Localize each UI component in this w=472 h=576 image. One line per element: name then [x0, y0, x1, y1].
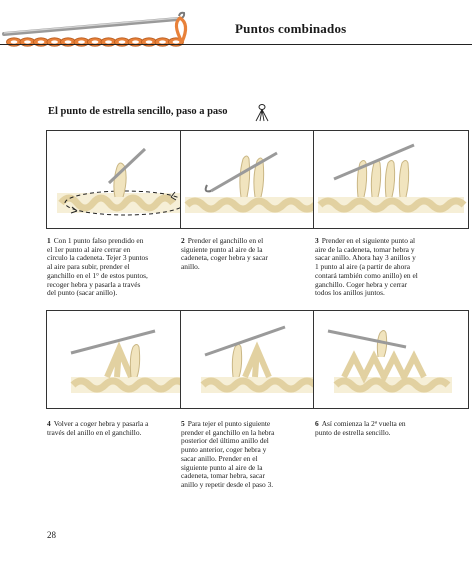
step-3-illustration [313, 130, 469, 229]
header-divider [0, 44, 472, 45]
step-4-caption [47, 420, 177, 437]
page-header [0, 0, 472, 72]
section-title: El punto de estrella sencillo, paso a paso [48, 106, 228, 117]
step-1-caption [47, 237, 177, 298]
page-number: 28 [47, 530, 56, 540]
step-number: 3 [315, 236, 319, 245]
step-6-illustration [313, 310, 469, 409]
star-stitch-symbol-icon [253, 103, 271, 123]
step-number: 1 [47, 236, 51, 245]
step-4-illustration [46, 310, 202, 409]
crochet-hook-icon [4, 13, 184, 34]
step-6-caption [315, 420, 445, 437]
step-text: Prender en el siguiente punto al aire de la cadeneta, tomar hebra y sacar anillo. Ahora hay 3 anillos y 1 punto al aire (a partir de ahora contará también como anillo) en el ganchillo. Coger hebra y cerrar todos los anillos juntos. [315, 236, 418, 298]
crochet-chain-illustration [0, 0, 230, 72]
step-text: Así comienza la 2ª vuelta en punto de estrella sencillo. [315, 419, 406, 437]
step-text: Volver a coger hebra y pasarla a través del anillo en el ganchillo. [47, 419, 149, 437]
step-number: 2 [181, 236, 185, 245]
step-number: 6 [315, 419, 319, 428]
step-2-caption [181, 237, 311, 272]
step-number: 4 [47, 419, 51, 428]
step-text: Prender el ganchillo en el siguiente punto al aire de la cadeneta, coger hebra y sacar anillo. [181, 236, 268, 272]
step-5-caption [181, 420, 311, 490]
step-text: Con 1 punto falso prendido en el 1er punto al aire cerrar en círculo la cadeneta. Tejer 3 puntos al aire para subir, prender el ganchillo en el 1° de estos puntos, recoger hebra y pasarla a través del punto (sacar anillo). [47, 236, 149, 298]
step-1-illustration [46, 130, 202, 229]
step-number: 5 [181, 419, 185, 428]
step-text: Para tejer el punto siguiente prender el ganchillo en la hebra posterior del último anillo del punto anterior, coger hebra y sacar anillo. Prender en el siguiente punto al aire de la cadeneta, tomar hebra, sacar anillo y repetir desde el paso 3. [181, 419, 275, 489]
page-title: Puntos combinados [235, 21, 347, 36]
step-3-caption [315, 237, 455, 298]
